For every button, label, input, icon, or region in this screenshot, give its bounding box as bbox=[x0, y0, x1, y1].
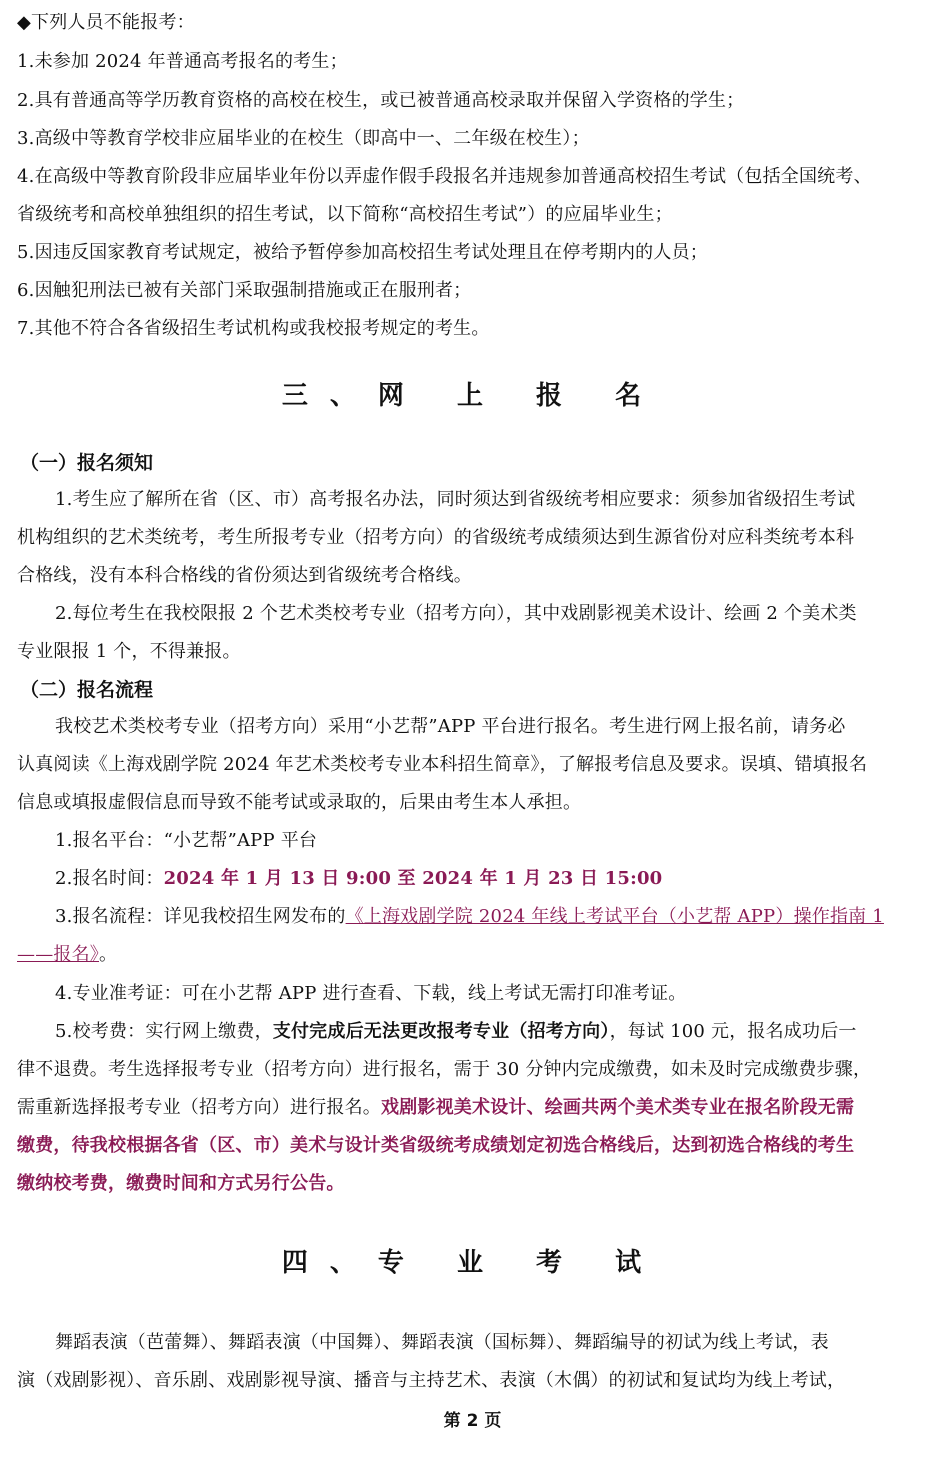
section-heading: 四、专 业 考 试 bbox=[281, 1248, 664, 1278]
exam-fee-text: ，每试 100 元，报名成功后一 bbox=[609, 1021, 857, 1042]
subsection-title: （二）报名流程 bbox=[20, 679, 154, 701]
notice-paragraph-line: 专业限报 1 个，不得兼报。 bbox=[17, 641, 241, 662]
registration-flow bbox=[55, 903, 925, 931]
exam-fee-line bbox=[17, 1094, 925, 1122]
exam-paragraph-line: 舞蹈表演（芭蕾舞）、舞蹈表演（中国舞）、舞蹈表演（国标舞）、舞蹈编导的初试为线上考试，表 bbox=[55, 1332, 829, 1353]
section-heading: 三、网 上 报 名 bbox=[281, 381, 664, 411]
registration-flow-cont bbox=[17, 941, 925, 969]
exam-fee-text: 5.校考费：实行网上缴费， bbox=[55, 1021, 273, 1042]
registration-time-label: 2.报名时间： bbox=[55, 868, 164, 889]
exam-fee-line: 律不退费。考生选择报考专业（招考方向）进行报名，需于 30 分钟内完成缴费，如未及时完成缴费步骤， bbox=[17, 1059, 872, 1080]
notice-paragraph-line: 机构组织的艺术类统考，考生所报考专业（招考方向）的省级统考成绩须达到生源省份对应科类统考本科 bbox=[17, 527, 855, 548]
subsection-title: （一）报名须知 bbox=[20, 452, 154, 474]
exam-fee-text: 需重新选择报考专业（招考方向）进行报名。 bbox=[17, 1097, 381, 1118]
page-number: 第 2 页 bbox=[443, 1411, 502, 1431]
operation-guide-link[interactable]: ——报名》 bbox=[17, 944, 99, 965]
ineligible-item: 2.具有普通高等学历教育资格的高校在校生，或已被普通高校录取并保留入学资格的学生； bbox=[17, 90, 745, 111]
exam-fee-highlight: 缴费，待我校根据各省（区、市）美术与设计类省级统考成绩划定初选合格线后，达到初选合格线的考生 bbox=[17, 1135, 855, 1156]
notice-paragraph-line: 2.每位考生在我校限报 2 个艺术类校考专业（招考方向），其中戏剧影视美术设计、绘画 2 个美术类 bbox=[55, 603, 857, 624]
ineligible-title: ◆下列人员不能报考： bbox=[17, 12, 195, 33]
ineligible-item: 省级统考和高校单独组织的招生考试，以下简称“高校招生考试”）的应届毕业生； bbox=[17, 204, 673, 225]
registration-time-value: 2024 年 1 月 13 日 9:00 至 2024 年 1 月 23 日 15:00 bbox=[163, 868, 663, 889]
process-intro-line: 我校艺术类校考专业（招考方向）采用“小艺帮”APP 平台进行报名。考生进行网上报名前，请务必 bbox=[55, 716, 846, 737]
ineligible-item: 5.因违反国家教育考试规定，被给予暂停参加高校招生考试处理且在停考期内的人员； bbox=[17, 242, 708, 263]
registration-flow-end: 。 bbox=[99, 944, 118, 965]
process-intro-line: 认真阅读《上海戏剧学院 2024 年艺术类校考专业本科招生简章》，了解报考信息及要求。误填、错填报名 bbox=[17, 754, 868, 775]
notice-paragraph-line: 1.考生应了解所在省（区、市）高考报名办法，同时须达到省级统考相应要求：须参加省级招生考试 bbox=[55, 489, 856, 510]
ineligible-item: 3.高级中等教育学校非应届毕业的在校生（即高中一、二年级在校生）； bbox=[17, 128, 590, 149]
notice-paragraph-line: 合格线，没有本科合格线的省份须达到省级统考合格线。 bbox=[17, 565, 472, 586]
ineligible-item: 7.其他不符合各省级招生考试机构或我校报考规定的考生。 bbox=[17, 318, 490, 339]
admission-ticket: 4.专业准考证：可在小艺帮 APP 进行查看、下载，线上考试无需打印准考证。 bbox=[55, 983, 687, 1004]
ineligible-item: 4.在高级中等教育阶段非应届毕业年份以弄虚作假手段报名并违规参加普通高校招生考试（包括全国统考、 bbox=[17, 166, 872, 187]
operation-guide-link[interactable]: 《上海戏剧学院 2024 年线上考试平台（小艺帮 APP）操作指南 1 bbox=[345, 906, 884, 927]
exam-fee bbox=[55, 1018, 925, 1046]
registration-time bbox=[55, 865, 925, 893]
exam-fee-highlight: 缴纳校考费，缴费时间和方式另行公告。 bbox=[17, 1173, 345, 1194]
process-intro-line: 信息或填报虚假信息而导致不能考试或录取的，后果由考生本人承担。 bbox=[17, 792, 582, 813]
ineligible-item: 1.未参加 2024 年普通高考报名的考生； bbox=[17, 51, 348, 72]
exam-paragraph-line: 演（戏剧影视）、音乐剧、戏剧影视导演、播音与主持艺术、表演（木偶）的初试和复试均为线上考试， bbox=[17, 1370, 846, 1391]
ineligible-item: 6.因触犯刑法已被有关部门采取强制措施或正在服刑者； bbox=[17, 280, 472, 301]
registration-platform: 1.报名平台：“小艺帮”APP 平台 bbox=[55, 830, 318, 851]
exam-fee-emphasis: 支付完成后无法更改报考专业（招考方向） bbox=[272, 1021, 610, 1042]
exam-fee-highlight: 戏剧影视美术设计、绘画共两个美术类专业在报名阶段无需 bbox=[381, 1097, 855, 1118]
registration-flow-label: 3.报名流程：详见我校招生网发布的 bbox=[55, 906, 346, 927]
